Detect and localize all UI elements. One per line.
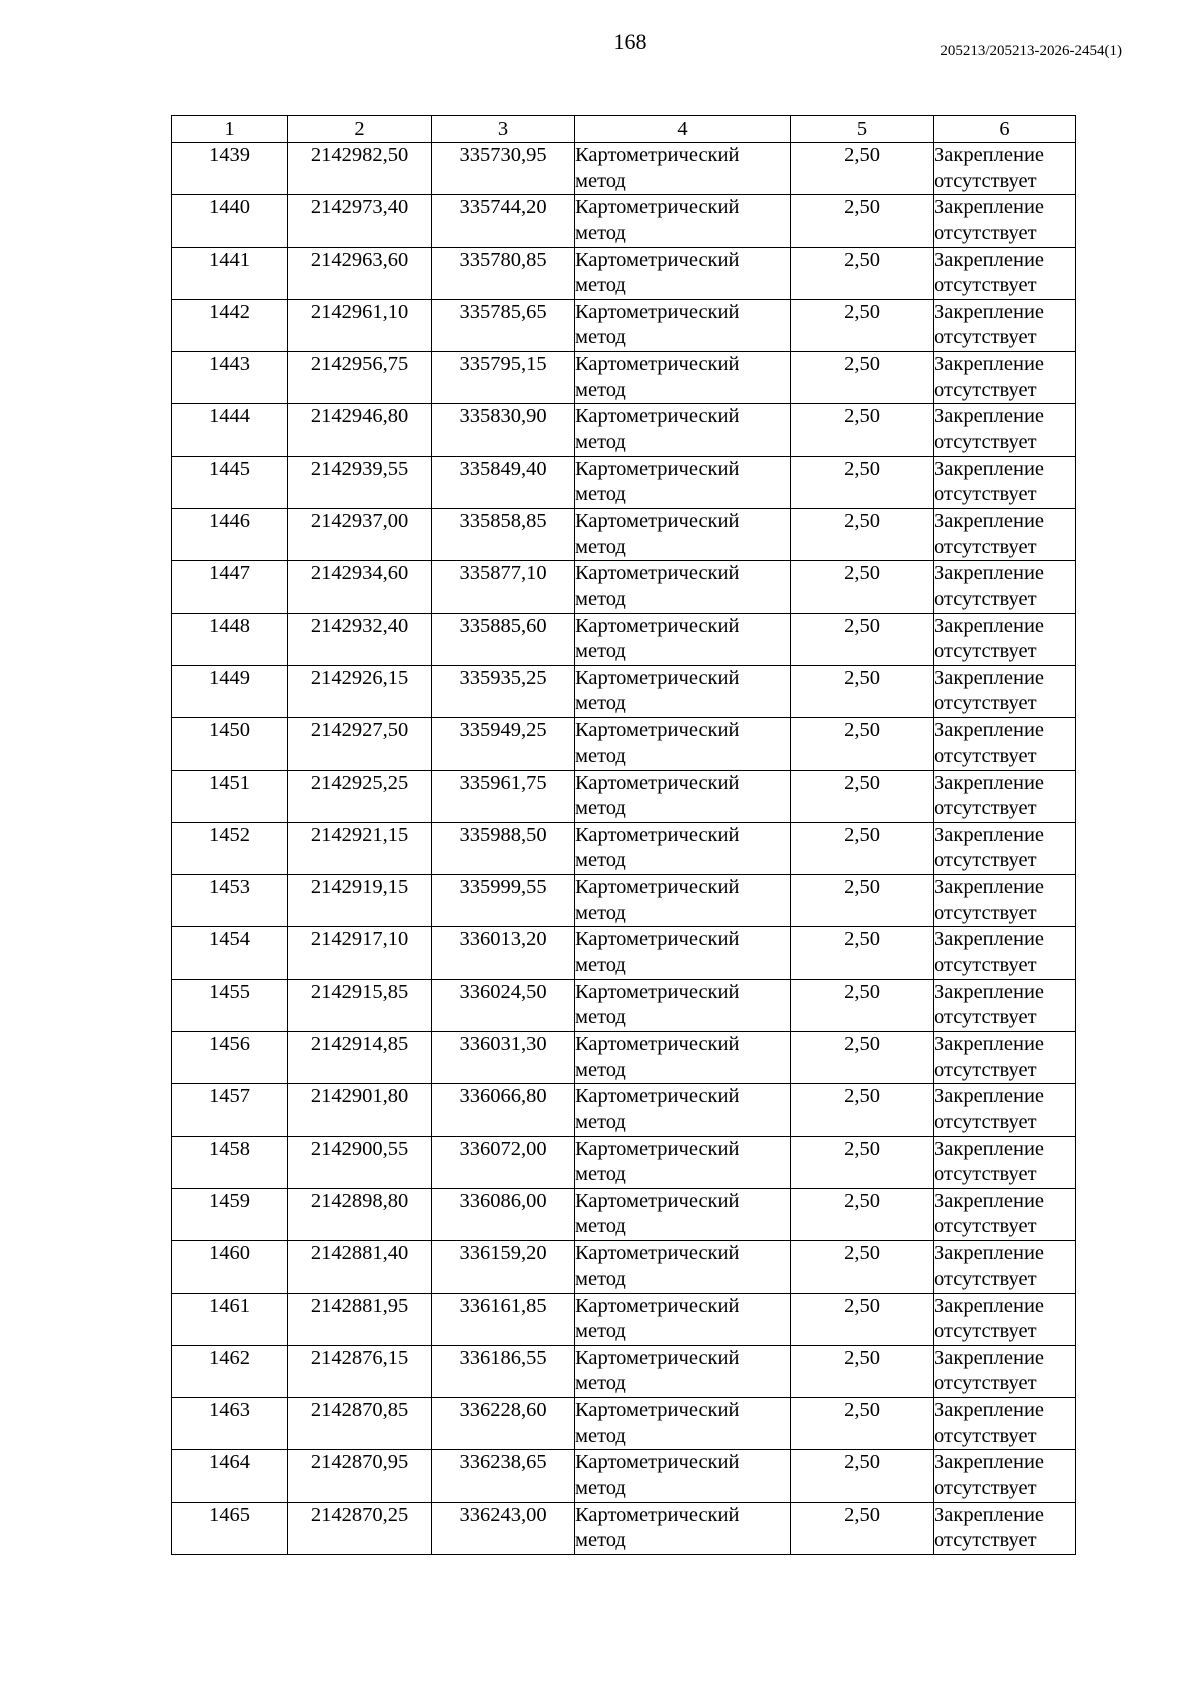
x-coordinate-cell: 2142881,95 (288, 1293, 432, 1345)
accuracy-cell: 2,50 (791, 352, 934, 404)
accuracy-cell: 2,50 (791, 1136, 934, 1188)
y-coordinate-cell: 335849,40 (432, 456, 575, 508)
table-row (172, 1084, 1076, 1136)
y-coordinate-cell: 336161,85 (432, 1293, 575, 1345)
point-number-cell: 1460 (172, 1241, 288, 1293)
point-number-cell: 1454 (172, 927, 288, 979)
fixing-cell: Закрепление отсутствует (934, 352, 1076, 404)
table-row (172, 1032, 1076, 1084)
method-cell: Картометрический метод (575, 1032, 791, 1084)
y-coordinate-cell: 335780,85 (432, 247, 575, 299)
point-number-cell: 1450 (172, 718, 288, 770)
x-coordinate-cell: 2142917,10 (288, 927, 432, 979)
table-row (172, 352, 1076, 404)
accuracy-cell: 2,50 (791, 404, 934, 456)
accuracy-cell: 2,50 (791, 770, 934, 822)
point-number-cell: 1452 (172, 822, 288, 874)
fixing-cell: Закрепление отсутствует (934, 1241, 1076, 1293)
point-number-cell: 1453 (172, 875, 288, 927)
column-header-6: 6 (934, 116, 1076, 143)
table-row (172, 770, 1076, 822)
x-coordinate-cell: 2142881,40 (288, 1241, 432, 1293)
accuracy-cell: 2,50 (791, 1398, 934, 1450)
fixing-cell: Закрепление отсутствует (934, 613, 1076, 665)
point-number-cell: 1443 (172, 352, 288, 404)
y-coordinate-cell: 336066,80 (432, 1084, 575, 1136)
fixing-cell: Закрепление отсутствует (934, 1084, 1076, 1136)
accuracy-cell: 2,50 (791, 1188, 934, 1240)
table-row (172, 718, 1076, 770)
coordinates-table (171, 115, 1076, 1555)
y-coordinate-cell: 335999,55 (432, 875, 575, 927)
method-cell: Картометрический метод (575, 613, 791, 665)
x-coordinate-cell: 2142919,15 (288, 875, 432, 927)
y-coordinate-cell: 336228,60 (432, 1398, 575, 1450)
accuracy-cell: 2,50 (791, 875, 934, 927)
y-coordinate-cell: 335730,95 (432, 143, 575, 195)
accuracy-cell: 2,50 (791, 1241, 934, 1293)
table-row (172, 1398, 1076, 1450)
x-coordinate-cell: 2142961,10 (288, 299, 432, 351)
y-coordinate-cell: 335877,10 (432, 561, 575, 613)
fixing-cell: Закрепление отсутствует (934, 1136, 1076, 1188)
fixing-cell: Закрепление отсутствует (934, 770, 1076, 822)
x-coordinate-cell: 2142870,85 (288, 1398, 432, 1450)
accuracy-cell: 2,50 (791, 247, 934, 299)
fixing-cell: Закрепление отсутствует (934, 509, 1076, 561)
method-cell: Картометрический метод (575, 299, 791, 351)
table-row (172, 1502, 1076, 1554)
table-row (172, 299, 1076, 351)
method-cell: Картометрический метод (575, 770, 791, 822)
fixing-cell: Закрепление отсутствует (934, 456, 1076, 508)
fixing-cell: Закрепление отсутствует (934, 1345, 1076, 1397)
point-number-cell: 1442 (172, 299, 288, 351)
x-coordinate-cell: 2142915,85 (288, 979, 432, 1031)
table-row (172, 665, 1076, 717)
fixing-cell: Закрепление отсутствует (934, 665, 1076, 717)
y-coordinate-cell: 335830,90 (432, 404, 575, 456)
point-number-cell: 1463 (172, 1398, 288, 1450)
y-coordinate-cell: 335935,25 (432, 665, 575, 717)
y-coordinate-cell: 336031,30 (432, 1032, 575, 1084)
table-row (172, 561, 1076, 613)
x-coordinate-cell: 2142939,55 (288, 456, 432, 508)
x-coordinate-cell: 2142898,80 (288, 1188, 432, 1240)
method-cell: Картометрический метод (575, 875, 791, 927)
x-coordinate-cell: 2142900,55 (288, 1136, 432, 1188)
x-coordinate-cell: 2142921,15 (288, 822, 432, 874)
point-number-cell: 1462 (172, 1345, 288, 1397)
method-cell: Картометрический метод (575, 352, 791, 404)
table-row (172, 875, 1076, 927)
method-cell: Картометрический метод (575, 143, 791, 195)
method-cell: Картометрический метод (575, 665, 791, 717)
y-coordinate-cell: 335795,15 (432, 352, 575, 404)
table-row (172, 613, 1076, 665)
method-cell: Картометрический метод (575, 979, 791, 1031)
fixing-cell: Закрепление отсутствует (934, 979, 1076, 1031)
fixing-cell: Закрепление отсутствует (934, 1188, 1076, 1240)
method-cell: Картометрический метод (575, 822, 791, 874)
table-row (172, 195, 1076, 247)
method-cell: Картометрический метод (575, 247, 791, 299)
accuracy-cell: 2,50 (791, 299, 934, 351)
point-number-cell: 1464 (172, 1450, 288, 1502)
table-row (172, 1241, 1076, 1293)
method-cell: Картометрический метод (575, 1188, 791, 1240)
column-header-1: 1 (172, 116, 288, 143)
fixing-cell: Закрепление отсутствует (934, 561, 1076, 613)
x-coordinate-cell: 2142937,00 (288, 509, 432, 561)
y-coordinate-cell: 336024,50 (432, 979, 575, 1031)
y-coordinate-cell: 335961,75 (432, 770, 575, 822)
table-row (172, 509, 1076, 561)
accuracy-cell: 2,50 (791, 456, 934, 508)
fixing-cell: Закрепление отсутствует (934, 822, 1076, 874)
fixing-cell: Закрепление отсутствует (934, 1502, 1076, 1554)
x-coordinate-cell: 2142927,50 (288, 718, 432, 770)
y-coordinate-cell: 336243,00 (432, 1502, 575, 1554)
x-coordinate-cell: 2142956,75 (288, 352, 432, 404)
table-row (172, 1188, 1076, 1240)
table-body (172, 143, 1076, 1555)
accuracy-cell: 2,50 (791, 979, 934, 1031)
y-coordinate-cell: 335785,65 (432, 299, 575, 351)
point-number-cell: 1440 (172, 195, 288, 247)
fixing-cell: Закрепление отсутствует (934, 1293, 1076, 1345)
x-coordinate-cell: 2142870,25 (288, 1502, 432, 1554)
accuracy-cell: 2,50 (791, 1502, 934, 1554)
y-coordinate-cell: 336086,00 (432, 1188, 575, 1240)
method-cell: Картометрический метод (575, 718, 791, 770)
x-coordinate-cell: 2142926,15 (288, 665, 432, 717)
x-coordinate-cell: 2142963,60 (288, 247, 432, 299)
accuracy-cell: 2,50 (791, 561, 934, 613)
point-number-cell: 1451 (172, 770, 288, 822)
x-coordinate-cell: 2142925,25 (288, 770, 432, 822)
accuracy-cell: 2,50 (791, 143, 934, 195)
accuracy-cell: 2,50 (791, 718, 934, 770)
accuracy-cell: 2,50 (791, 1450, 934, 1502)
y-coordinate-cell: 336238,65 (432, 1450, 575, 1502)
table-header (172, 116, 1076, 143)
method-cell: Картометрический метод (575, 1502, 791, 1554)
document-id: 205213/205213-2026-2454(1) (940, 43, 1122, 59)
table-row (172, 143, 1076, 195)
x-coordinate-cell: 2142876,15 (288, 1345, 432, 1397)
x-coordinate-cell: 2142982,50 (288, 143, 432, 195)
accuracy-cell: 2,50 (791, 1345, 934, 1397)
method-cell: Картометрический метод (575, 1084, 791, 1136)
point-number-cell: 1444 (172, 404, 288, 456)
y-coordinate-cell: 336072,00 (432, 1136, 575, 1188)
fixing-cell: Закрепление отсутствует (934, 1032, 1076, 1084)
point-number-cell: 1458 (172, 1136, 288, 1188)
x-coordinate-cell: 2142914,85 (288, 1032, 432, 1084)
x-coordinate-cell: 2142973,40 (288, 195, 432, 247)
fixing-cell: Закрепление отсутствует (934, 927, 1076, 979)
table-row (172, 1345, 1076, 1397)
y-coordinate-cell: 336159,20 (432, 1241, 575, 1293)
accuracy-cell: 2,50 (791, 195, 934, 247)
table-row (172, 1293, 1076, 1345)
method-cell: Картометрический метод (575, 1450, 791, 1502)
fixing-cell: Закрепление отсутствует (934, 875, 1076, 927)
fixing-cell: Закрепление отсутствует (934, 247, 1076, 299)
fixing-cell: Закрепление отсутствует (934, 299, 1076, 351)
method-cell: Картометрический метод (575, 509, 791, 561)
method-cell: Картометрический метод (575, 1136, 791, 1188)
point-number-cell: 1465 (172, 1502, 288, 1554)
point-number-cell: 1446 (172, 509, 288, 561)
column-header-2: 2 (288, 116, 432, 143)
accuracy-cell: 2,50 (791, 1032, 934, 1084)
table-row (172, 822, 1076, 874)
point-number-cell: 1457 (172, 1084, 288, 1136)
fixing-cell: Закрепление отсутствует (934, 195, 1076, 247)
method-cell: Картометрический метод (575, 1345, 791, 1397)
x-coordinate-cell: 2142870,95 (288, 1450, 432, 1502)
column-header-4: 4 (575, 116, 791, 143)
table-row (172, 1450, 1076, 1502)
fixing-cell: Закрепление отсутствует (934, 718, 1076, 770)
accuracy-cell: 2,50 (791, 1084, 934, 1136)
point-number-cell: 1447 (172, 561, 288, 613)
point-number-cell: 1445 (172, 456, 288, 508)
fixing-cell: Закрепление отсутствует (934, 1398, 1076, 1450)
fixing-cell: Закрепление отсутствует (934, 1450, 1076, 1502)
accuracy-cell: 2,50 (791, 613, 934, 665)
y-coordinate-cell: 335949,25 (432, 718, 575, 770)
accuracy-cell: 2,50 (791, 822, 934, 874)
method-cell: Картометрический метод (575, 1293, 791, 1345)
table-row (172, 247, 1076, 299)
point-number-cell: 1439 (172, 143, 288, 195)
page-number: 168 (613, 29, 647, 54)
accuracy-cell: 2,50 (791, 927, 934, 979)
point-number-cell: 1459 (172, 1188, 288, 1240)
method-cell: Картометрический метод (575, 404, 791, 456)
point-number-cell: 1441 (172, 247, 288, 299)
column-header-3: 3 (432, 116, 575, 143)
column-header-5: 5 (791, 116, 934, 143)
x-coordinate-cell: 2142934,60 (288, 561, 432, 613)
fixing-cell: Закрепление отсутствует (934, 404, 1076, 456)
y-coordinate-cell: 336013,20 (432, 927, 575, 979)
point-number-cell: 1461 (172, 1293, 288, 1345)
table-row (172, 927, 1076, 979)
table-row (172, 979, 1076, 1031)
accuracy-cell: 2,50 (791, 1293, 934, 1345)
point-number-cell: 1448 (172, 613, 288, 665)
table-row (172, 456, 1076, 508)
accuracy-cell: 2,50 (791, 665, 934, 717)
point-number-cell: 1456 (172, 1032, 288, 1084)
y-coordinate-cell: 335885,60 (432, 613, 575, 665)
method-cell: Картометрический метод (575, 1241, 791, 1293)
fixing-cell: Закрепление отсутствует (934, 143, 1076, 195)
y-coordinate-cell: 335988,50 (432, 822, 575, 874)
method-cell: Картометрический метод (575, 561, 791, 613)
x-coordinate-cell: 2142901,80 (288, 1084, 432, 1136)
header-row (172, 116, 1076, 143)
method-cell: Картометрический метод (575, 195, 791, 247)
y-coordinate-cell: 336186,55 (432, 1345, 575, 1397)
x-coordinate-cell: 2142946,80 (288, 404, 432, 456)
method-cell: Картометрический метод (575, 1398, 791, 1450)
point-number-cell: 1449 (172, 665, 288, 717)
x-coordinate-cell: 2142932,40 (288, 613, 432, 665)
method-cell: Картометрический метод (575, 927, 791, 979)
table-row (172, 404, 1076, 456)
point-number-cell: 1455 (172, 979, 288, 1031)
accuracy-cell: 2,50 (791, 509, 934, 561)
method-cell: Картометрический метод (575, 456, 791, 508)
y-coordinate-cell: 335858,85 (432, 509, 575, 561)
table-row (172, 1136, 1076, 1188)
y-coordinate-cell: 335744,20 (432, 195, 575, 247)
